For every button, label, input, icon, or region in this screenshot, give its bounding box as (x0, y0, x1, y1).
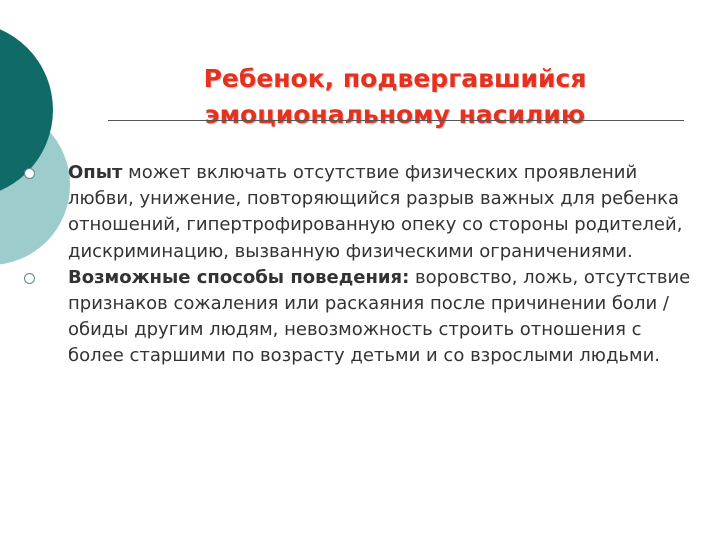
circle-bullet-icon (24, 168, 35, 179)
list-item-experience (24, 160, 700, 265)
title-line-1: Ребенок, подвергавшийся (203, 63, 587, 93)
circle-bullet-icon (24, 273, 35, 284)
item-text: может включать отсутствие физических проявлений любви, унижение, повторяющийся разрыв важных для ребенка отношений, гипертрофированную опеку со стороны родителей, дискриминацию, вызванную физическими ограничениями. (68, 162, 683, 262)
slide-title (150, 61, 640, 133)
item-term: Опыт (68, 162, 123, 183)
list-item-behavior (24, 265, 700, 370)
bullet-list (24, 160, 700, 370)
title-underline (108, 120, 684, 121)
item-text: воровство, ложь, отсутствие признаков сожаления или раскаяния после причинении боли /обиды другим людям, невозможность строить отношения с более старшими по возрасту детьми и со взрослыми людьми. (68, 266, 691, 367)
item-term: Возможные способы поведения: (68, 266, 410, 288)
title-line-2: эмоциональному насилию (204, 99, 586, 129)
